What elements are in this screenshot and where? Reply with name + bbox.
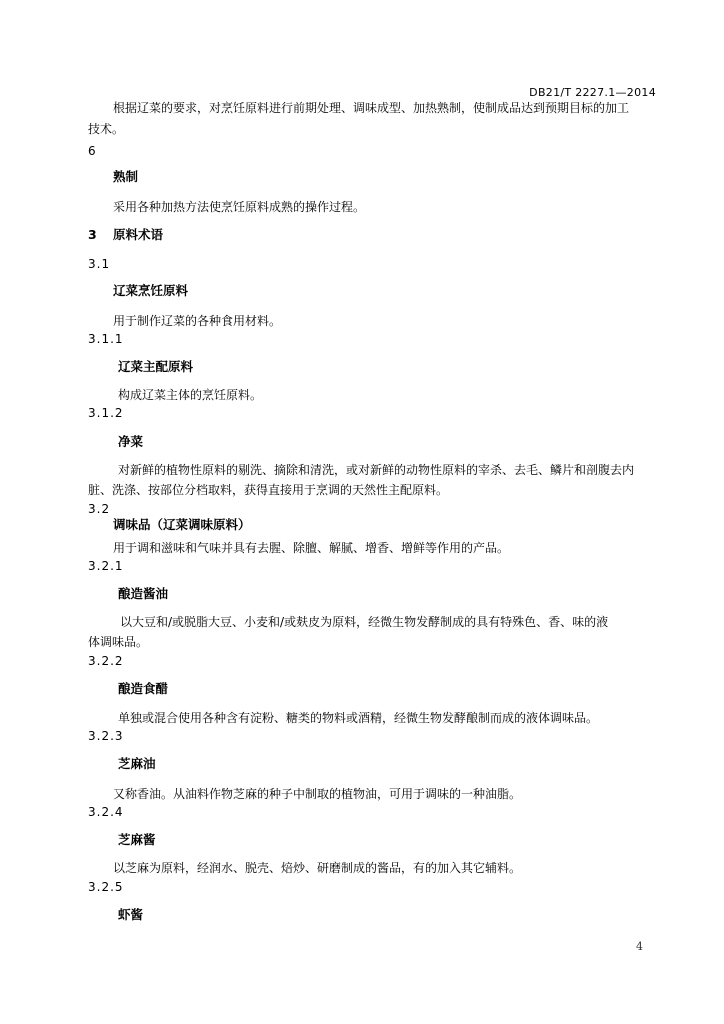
clause-number-3-1-2: 3.1.2 xyxy=(88,406,124,420)
definition-3-2-1-line-1: 以大豆和/或脱脂大豆、小麦和/或麸皮为原料，经微生物发酵制成的具有特殊色、香、味的液 xyxy=(120,615,609,629)
clause-number-3-2-3: 3.2.3 xyxy=(88,729,124,743)
definition-3-1-1: 构成辽菜主体的烹饪原料。 xyxy=(118,388,263,402)
clause-number-3-1-1: 3.1.1 xyxy=(88,332,124,346)
definition-3-2-3: 又称香油。从油料作物芝麻的种子中制取的植物油，可用于调味的一种油脂。 xyxy=(113,787,522,801)
section-3-title: 原料术语 xyxy=(113,227,164,242)
clause-number-3-2-5: 3.2.5 xyxy=(88,880,124,894)
definition-3-1: 用于制作辽菜的各种食用材料。 xyxy=(113,314,282,328)
page-number: 4 xyxy=(636,940,643,953)
term-3-2-1: 酿造酱油 xyxy=(118,586,169,601)
clause-number-3-2-2: 3.2.2 xyxy=(88,654,124,668)
intro-line-2: 技术。 xyxy=(88,122,125,136)
definition-3-2-4: 以芝麻为原料，经润水、脱壳、焙炒、研磨制成的酱品，有的加入其它辅料。 xyxy=(113,861,522,875)
clause-number-3-2-1: 3.2.1 xyxy=(88,559,124,573)
clause-number-6: 6 xyxy=(88,144,97,158)
term-6: 熟制 xyxy=(113,169,139,184)
intro-line-1: 根据辽菜的要求，对烹饪原料进行前期处理、调味成型、加热熟制，使制成品达到预期目标的加工 xyxy=(113,101,630,115)
definition-3-1-2-line-1: 对新鲜的植物性原料的剔洗、摘除和清洗，或对新鲜的动物性原料的宰杀、去毛、鳞片和剖腹去内 xyxy=(118,463,635,477)
term-3-2-4: 芝麻酱 xyxy=(118,832,156,847)
term-3-1: 辽菜烹饪原料 xyxy=(113,283,189,298)
definition-3-2: 用于调和滋味和气味并具有去腥、除膻、解腻、增香、增鲜等作用的产品。 xyxy=(113,541,510,555)
definition-6: 采用各种加热方法使烹饪原料成熟的操作过程。 xyxy=(113,200,366,214)
term-3-2-3: 芝麻油 xyxy=(118,756,156,771)
term-3-1-2: 净菜 xyxy=(118,434,144,449)
term-3-2: 调味品（辽菜调味原料） xyxy=(113,517,251,532)
definition-3-1-2-line-2: 脏、洗涤、按部位分档取料，获得直接用于烹调的天然性主配原料。 xyxy=(88,483,449,497)
standard-code: DB21/T 2227.1—2014 xyxy=(529,86,656,99)
term-3-1-1: 辽菜主配原料 xyxy=(118,359,194,374)
term-3-2-5: 虾酱 xyxy=(118,907,144,922)
term-3-2-2: 酿造食醋 xyxy=(118,681,169,696)
clause-number-3-2-4: 3.2.4 xyxy=(88,805,124,819)
section-3-number: 3 xyxy=(88,227,97,242)
clause-number-3-1: 3.1 xyxy=(88,257,111,271)
clause-number-3-2: 3.2 xyxy=(88,502,111,516)
definition-3-2-2: 单独或混合使用各种含有淀粉、糖类的物料或酒精，经微生物发酵酿制而成的液体调味品。 xyxy=(118,711,599,725)
definition-3-2-1-line-2: 体调味品。 xyxy=(88,635,149,649)
